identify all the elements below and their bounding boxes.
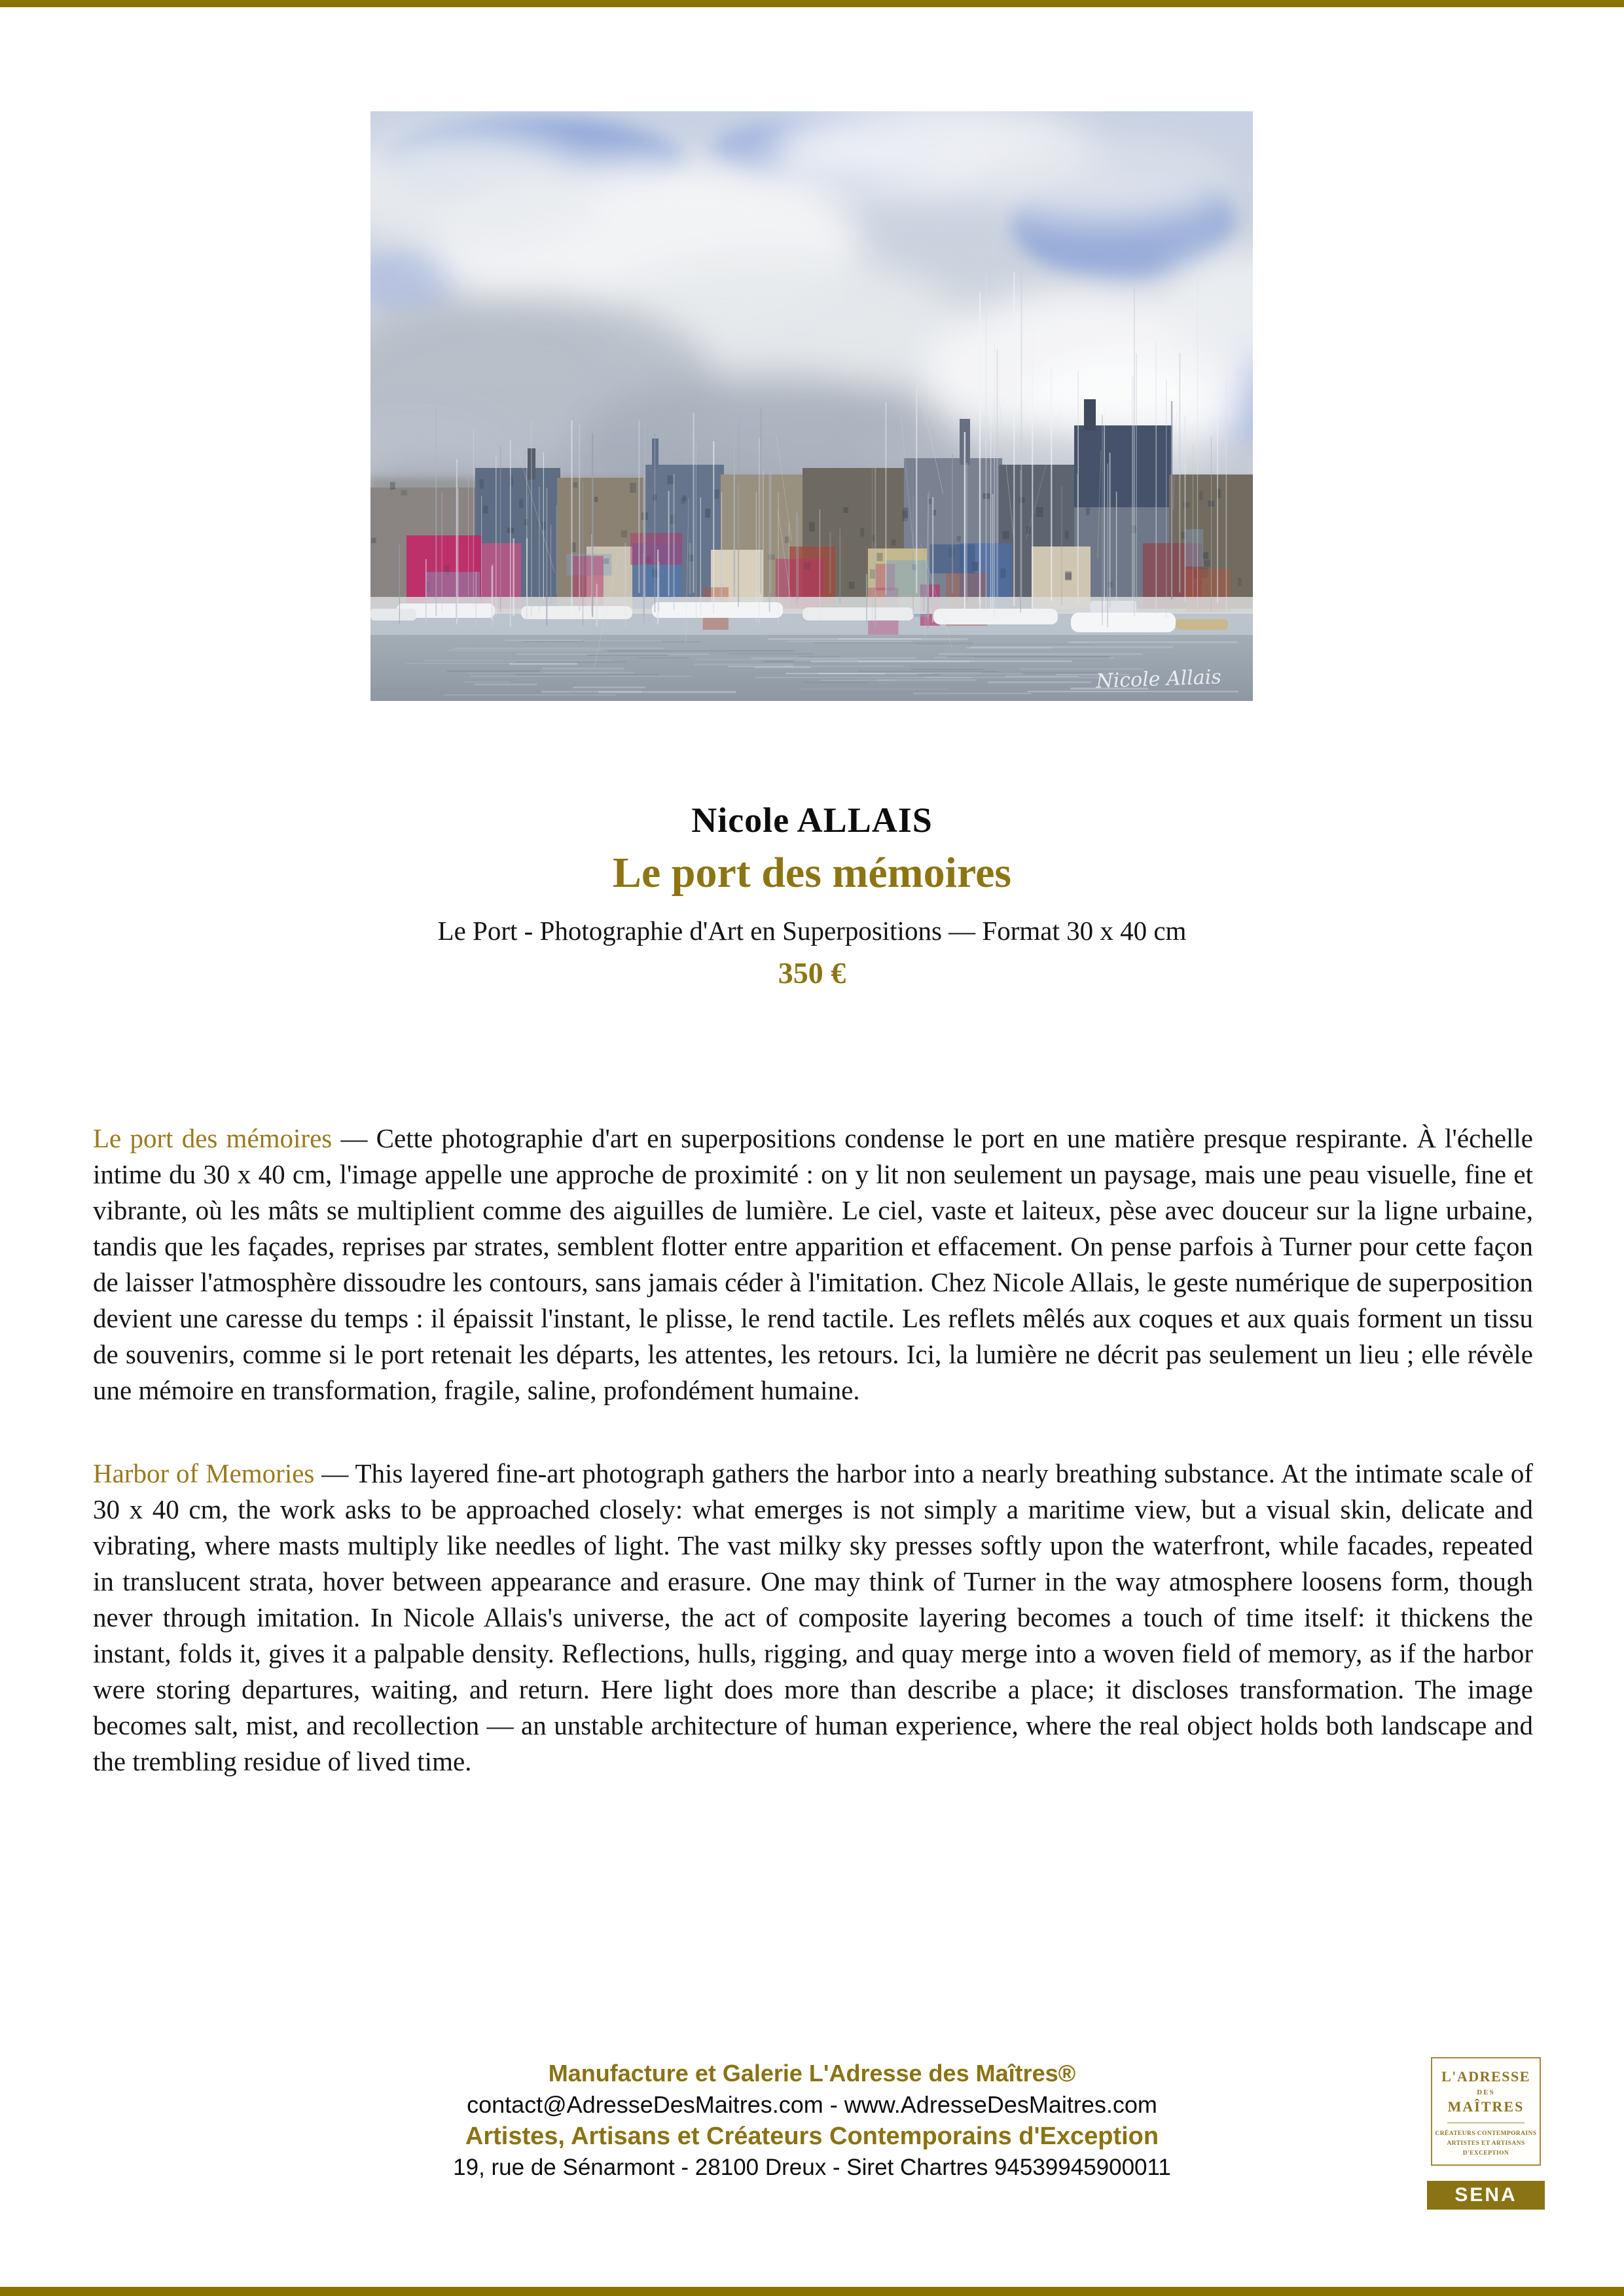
footer-address-line: 19, rue de Sénarmont - 28100 Dreux - Siret Chartres 94539945900011 <box>453 2155 1171 2180</box>
artwork-subtitle: Le Port - Photographie d'Art en Superpositions — Format 30 x 40 cm <box>437 916 1187 946</box>
logo-line-adresse: L'ADRESSE <box>1441 2068 1530 2085</box>
logo-line-createurs: CRÉATEURS CONTEMPORAINS <box>1435 2130 1537 2137</box>
footer <box>0 2058 1624 2183</box>
artwork-title: Le port des mémoires <box>612 849 1012 897</box>
description-paragraph-fr <box>93 1121 1533 1408</box>
description-lead-fr: Le port des mémoires <box>93 1123 333 1153</box>
description-block <box>93 1121 1533 1780</box>
top-gold-band <box>0 0 1624 7</box>
logo-line-artistes: ARTISTES ET ARTISANS <box>1447 2140 1525 2147</box>
artwork-price: 350 € <box>778 956 846 990</box>
description-text-fr: Cette photographie d'art en superpositions condense le port en une matière presque respirante. À l'échelle intime du 30 x 40 cm, l'image appelle une approche de proximité : on y lit non seulement un paysage, mais une peau visuelle, fine et vibrante, où les mâts se multiplient comme des aiguilles de lumière. Le ciel, vaste et laiteux, pèse avec douceur sur la ligne urbaine, tandis que les façades, reprises par strates, semblent flotter entre apparition et effacement. On pense parfois à Turner pour cette façon de laisser l'atmosphère dissoudre les contours, sans jamais céder à l'imitation. Chez Nicole Allais, le geste numérique de superposition devient une caresse du temps : il épaissit l'instant, le plisse, le rend tactile. Les reflets mêlés aux coques et aux quais forment un tissu de souvenirs, comme si le port retenait les départs, les attentes, les retours. Ici, la lumière ne décrit pas seulement un lieu ; elle révèle une mémoire en transformation, fragile, saline, profondément humaine. <box>93 1123 1533 1405</box>
description-separator-en: — <box>314 1458 355 1488</box>
logo-line-des: DES <box>1477 2089 1495 2096</box>
bottom-gold-band <box>0 2287 1624 2296</box>
artist-signature: Nicole Allais <box>1095 666 1222 693</box>
description-separator-fr: — <box>332 1123 376 1153</box>
description-paragraph-en <box>93 1456 1533 1780</box>
logo-line-exception: D'EXCEPTION <box>1462 2150 1509 2157</box>
footer-gallery-name: Manufacture et Galerie L'Adresse des Maîtres® <box>548 2060 1076 2087</box>
footer-tagline: Artistes, Artisans et Créateurs Contemporains d'Exception <box>465 2123 1159 2150</box>
logo-line-maitres: MAÎTRES <box>1447 2098 1525 2115</box>
artwork-photo <box>370 111 1253 701</box>
artist-name: Nicole ALLAIS <box>691 800 933 840</box>
gallery-logo <box>1431 2057 1541 2166</box>
harbor-photo-art <box>370 111 1253 701</box>
description-text-en: This layered fine-art photograph gathers the harbor into a nearly breathing substance. At the intimate scale of 30 x 40 cm, the work asks to be approached closely: what emerges is not simply a maritime view, but a visual skin, delicate and vibrating, where masts multiply like needles of light. The vast milky sky presses softly upon the waterfront, while facades, repeated in translucent strata, hover between appearance and erasure. One may think of Turner in the way atmosphere loosens form, though never through imitation. In Nicole Allais's universe, the act of composite layering becomes a touch of time itself: it thickens the instant, folds it, gives it a palpable density. Reflections, hulls, rigging, and quay merge into a woven field of memory, as if the harbor were storing departures, waiting, and return. Here light does more than describe a place; it discloses transformation. The image becomes salt, mist, and recollection — an unstable architecture of human experience, where the real object holds both landscape and the trembling residue of lived time. <box>93 1458 1533 1776</box>
description-lead-en: Harbor of Memories <box>93 1458 315 1488</box>
footer-contact-line: contact@AdresseDesMaitres.com - www.AdresseDesMaitres.com <box>467 2091 1157 2118</box>
sena-badge: SENA <box>1427 2181 1545 2210</box>
